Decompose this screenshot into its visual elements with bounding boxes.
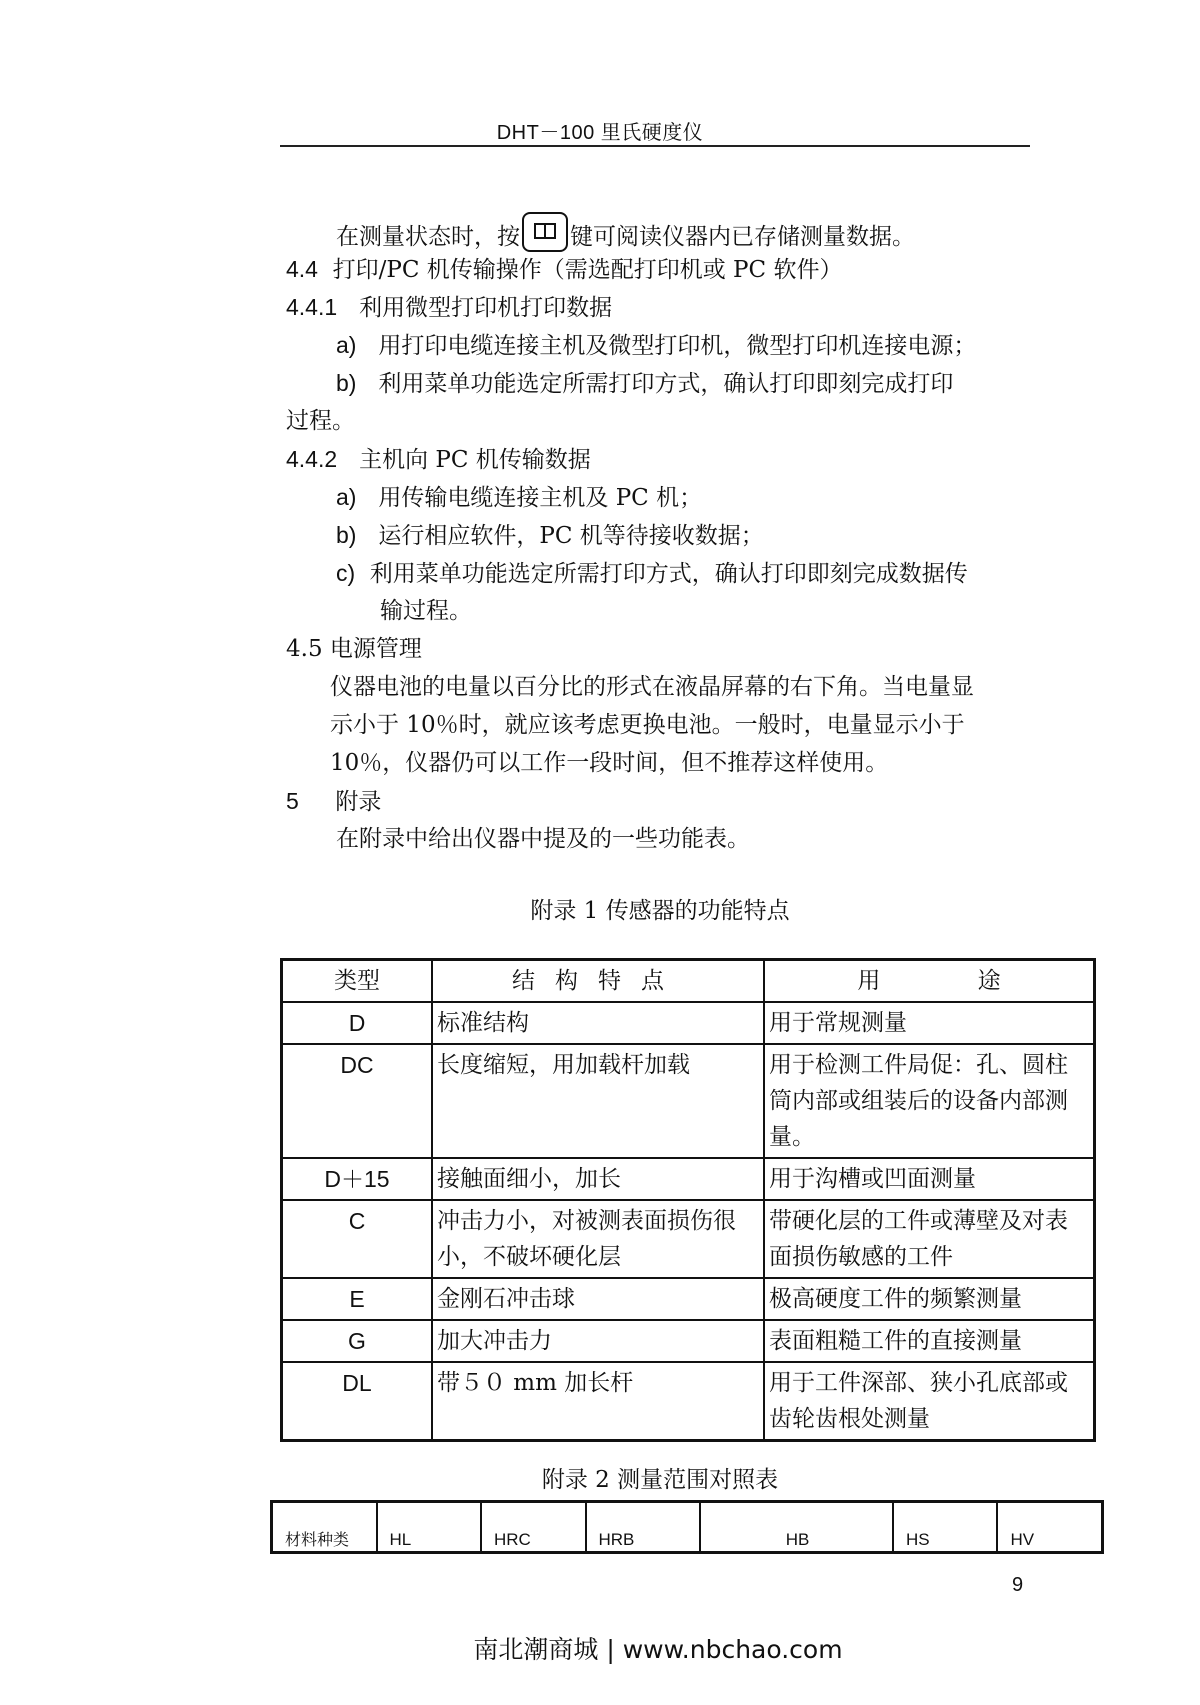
list-label: a) [336,332,357,358]
cell-structure: 金刚石冲击球 [432,1278,764,1320]
header-divider [280,145,1030,147]
cell-type: C [282,1200,433,1278]
cell-use: 极高硬度工件的频繁测量 [764,1278,1095,1320]
cell-use: 带硬化层的工件或薄壁及对表面损伤敏感的工件 [764,1200,1095,1278]
section-4-4-heading [286,251,842,288]
list-label: c) [336,560,356,586]
book-key-icon [522,212,568,252]
header-hs: HS [893,1502,998,1553]
table-row [282,1200,1095,1278]
section-number: 4.4.2 [286,446,338,472]
list-item-4-4-1-b-continuation: 过程。 [286,408,355,434]
table-header-row [272,1502,1103,1553]
cell-use: 表面粗糙工件的直接测量 [764,1320,1095,1362]
list-label: a) [336,484,357,510]
header-hrb: HRB [586,1502,701,1553]
section-4-4-2-heading [286,441,591,478]
cell-type: DC [282,1044,433,1158]
appendix-intro: 在附录中给出仪器中提及的一些功能表。 [336,826,750,852]
list-text: 用传输电缆连接主机及 PC 机； [378,485,703,511]
list-item-4-4-2-b [336,517,764,554]
header-use: 用 途 [764,960,1095,1003]
read-data-paragraph [336,212,915,255]
cell-structure: 冲击力小，对被测表面损伤很小，不破坏硬化层 [432,1200,764,1278]
list-text: 运行相应软件，PC 机等待接收数据； [378,523,764,549]
list-text: 用打印电缆连接主机及微型打印机，微型打印机连接电源； [378,333,977,359]
list-item-4-4-2-a [336,479,702,516]
page-header-title: DHT－100 里氏硬度仪 [496,122,704,144]
read-prefix: 在测量状态时，按 [336,224,520,250]
table-row [282,1278,1095,1320]
list-label: b) [336,370,357,396]
section-number: 4.4.1 [286,294,338,320]
appendix-1-caption: 附录 1 传感器的功能特点 [530,898,790,924]
measurement-range-table [270,1500,1104,1554]
cell-structure: 加大冲击力 [432,1320,764,1362]
footer-watermark: 南北潮商城 | www.nbchao.com [473,1635,843,1664]
cell-type: E [282,1278,433,1320]
appendix-2-caption: 附录 2 测量范围对照表 [541,1467,779,1493]
header-type: 类型 [282,960,433,1003]
section-title: 主机向 PC 机传输数据 [359,447,591,473]
cell-use: 用于沟槽或凹面测量 [764,1158,1095,1200]
section-number: 4.4 [286,256,318,282]
battery-paragraph-line-3: 10％，仪器仍可以工作一段时间，但不推荐这样使用。 [330,750,889,776]
header-hrc: HRC [481,1502,586,1553]
cell-structure: 带５０ mm 加长杆 [432,1362,764,1441]
list-item-4-4-2-c [336,555,968,592]
table-row [282,1002,1095,1044]
table-row [282,1044,1095,1158]
header-hv: HV [997,1502,1102,1553]
table-row [282,1362,1095,1441]
section-4-5-heading: 4.5 电源管理 [286,636,422,662]
header-material: 材料种类 [272,1502,377,1553]
list-label: b) [336,522,357,548]
list-item-4-4-1-a [336,327,976,364]
cell-type: DL [282,1362,433,1441]
list-item-4-4-2-c-continuation: 输过程。 [380,598,472,624]
list-text: 利用菜单功能选定所需打印方式，确认打印即刻完成数据传 [369,561,968,587]
section-title: 利用微型打印机打印数据 [359,295,613,321]
section-title: 打印/PC 机传输操作（需选配打印机或 PC 软件） [332,257,843,283]
table-header-row [282,960,1095,1003]
cell-use: 用于常规测量 [764,1002,1095,1044]
section-5-heading [286,783,381,820]
battery-paragraph-line-2: 示小于 10％时，就应该考虑更换电池。一般时，电量显示小于 [330,712,965,738]
cell-type: G [282,1320,433,1362]
cell-structure: 标准结构 [432,1002,764,1044]
cell-structure: 接触面细小，加长 [432,1158,764,1200]
section-number: 5 [286,788,299,814]
table-row [282,1320,1095,1362]
read-suffix: 键可阅读仪器内已存储测量数据。 [570,224,915,250]
table-row [282,1158,1095,1200]
cell-use: 用于检测工件局促：孔、圆柱筒内部或组装后的设备内部测量。 [764,1044,1095,1158]
page-number: 9 [1012,1574,1024,1596]
header-hb: HB [700,1502,893,1553]
list-item-4-4-1-b [336,365,953,402]
cell-type: D [282,1002,433,1044]
section-4-4-1-heading [286,289,612,326]
header-hl: HL [377,1502,482,1553]
section-title: 附录 [335,789,382,815]
cell-type: D＋15 [282,1158,433,1200]
sensor-function-table [280,958,1096,1442]
battery-paragraph-line-1: 仪器电池的电量以百分比的形式在液晶屏幕的右下角。当电量显 [330,674,974,700]
list-text: 利用菜单功能选定所需打印方式，确认打印即刻完成打印 [378,371,954,397]
header-structure: 结构特点 [432,960,764,1003]
cell-use: 用于工件深部、狭小孔底部或齿轮齿根处测量 [764,1362,1095,1441]
cell-structure: 长度缩短，用加载杆加载 [432,1044,764,1158]
